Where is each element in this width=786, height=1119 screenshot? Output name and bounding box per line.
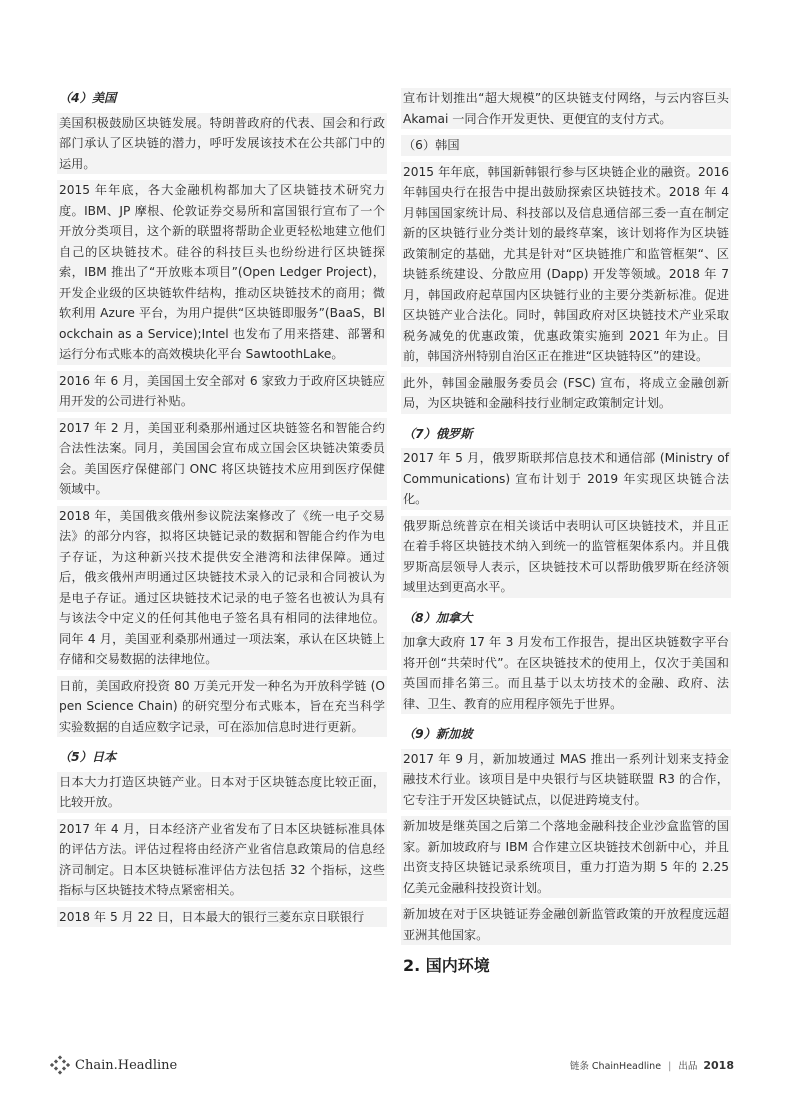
left-column — [57, 88, 387, 933]
section-heading: （7）俄罗斯 — [403, 426, 473, 441]
paragraph: 2017 年 5 月，俄罗斯联邦信息技术和通信部 (Ministry of Communications) 宣布计划于 2019 年实现区块链合法化。 — [401, 448, 731, 510]
footer-year: 2018 — [703, 1059, 734, 1072]
paragraph: 2018 年 5 月 22 日，日本最大的银行三菱东京日联银行 — [57, 907, 387, 928]
paragraph: 此外，韩国金融服务委员会 (FSC) 宣布，将成立金融创新局，为区块链和金融科技行业制定政策制定计划。 — [401, 373, 731, 414]
section-heading: （4）美国 — [59, 91, 117, 105]
publisher-name: 链条 ChainHeadline — [569, 1061, 662, 1072]
paragraph: 俄罗斯总统普京在相关谈话中表明认可区块链技术，并且正在着手将区块链技术纳入到统一的监管框架体系内。并且俄罗斯高层领导人表示，区块链技术可以帮助俄罗斯在经济领域里达到更高水平。 — [401, 516, 731, 598]
paragraph: 2017 年 2 月，美国亚利桑那州通过区块链签名和智能合约合法性法案。同月，美国国会宣布成立国会区块链决策委员会。美国医疗保健部门 ONC 将区块链技术应用到医疗保健领域中。 — [57, 418, 387, 500]
paragraph: 2015 年年底，韩国新韩银行参与区块链企业的融资。2016 年韩国央行在报告中提出鼓励探索区块链技术。2018 年 4 月韩国国家统计局、科技部以及信息通信部三委一直在制定新的区块链行业分类计划的最终草案，该计划将作为区块链政策制定的基础，尤其是针对“区块链推广和监管框架“、区块链系统建设、分散应用 (Dapp) 开发等领域。2018 年 7 月，韩国政府起草国内区块链行业的主要分类新标准。促进区块链产业合法化。同时，韩国政府对区块链技术产业采取税务减免的优惠政策，优惠政策实施到 2021 年为止。目前，韩国济州特别自治区正在推进“区块链特区”的建设。 — [401, 162, 731, 367]
paragraph: 宣布计划推出“超大规模”的区块链支付网络，与云内容巨头 Akamai 一同合作开发更快、更便宜的支付方式。 — [401, 88, 731, 129]
footer-publisher — [570, 1058, 734, 1072]
paragraph: 日前，美国政府投资 80 万美元开发一种名为开放科学链 (Open Science Chain) 的研究型分布式账本，旨在充当科学实验数据的自适应数字记录，可在添加信息时进行更新。 — [57, 676, 387, 738]
paragraph: 2015 年年底，各大金融机构都加大了区块链技术研究力度。IBM、JP 摩根、伦敦证券交易所和富国银行宣布了一个开放分类项目，这个新的联盟将帮助企业更轻松地建立他们自己的区块链技术。硅谷的科技巨头也纷纷进行区块链探索，IBM 推出了“开放账本项目”(Open Ledger Project)，开发企业级的区块链软件结构，推动区块链技术的商用；微软利用 Azure 平台，为用户提供“区块链即服务”(BaaS，Blockchain as a Service);Intel 也发布了用来搭建、部署和运行分布式账本的高效模块化平台 SawtoothLake。 — [57, 180, 387, 365]
right-column — [401, 88, 731, 976]
publisher-label: 出品 — [678, 1061, 698, 1072]
section-heading: （5）日本 — [59, 750, 117, 764]
paragraph: 2017 年 4 月，日本经济产业省发布了日本区块链标准具体的评估方法。评估过程将由经济产业省信息政策局的信息经济司制定。日本区块链标准评估方法包括 32 个指标，这些指标与区块链技术特点紧密相关。 — [57, 819, 387, 901]
paragraph: 新加坡是继英国之后第二个落地金融科技企业沙盒监管的国家。新加坡政府与 IBM 合作建立区块链技术创新中心，并且出资支持区块链记录系统项目，重力打造为期 5 年的 2.25 亿美元金融科技投资计划。 — [401, 816, 731, 898]
paragraph: 2016 年 6 月，美国国土安全部对 6 家致力于政府区块链应用开发的公司进行补贴。 — [57, 371, 387, 412]
section-heading: （9）新加坡 — [403, 727, 473, 741]
paragraph: （6）韩国 — [401, 135, 731, 156]
footer-brand: Chain.Headline — [75, 1057, 178, 1073]
paragraph: 美国积极鼓励区块链发展。特朗普政府的代表、国会和行政部门承认了区块链的潜力，呼吁发展该技术在公共部门中的运用。 — [57, 113, 387, 175]
paragraph: 新加坡在对于区块链证券金融创新监管政策的开放程度远超亚洲其他国家。 — [401, 904, 731, 945]
chapter-heading: 2. 国内环境 — [403, 956, 490, 975]
paragraph: 加拿大政府 17 年 3 月发布工作报告，提出区块链数字平台将开创“共荣时代”。在区块链技术的使用上，仅次于美国和英国而排名第三。而且基于以太坊技术的金融、政府、法律、卫生、教育的应用程序领先于世界。 — [401, 632, 731, 714]
paragraph: 2017 年 9 月，新加坡通过 MAS 推出一系列计划来支持金融技术行业。该项目是中央银行与区块链联盟 R3 的合作，它专注于开发区块链试点，以促进跨境支付。 — [401, 749, 731, 811]
footer-divider: | — [668, 1061, 672, 1072]
section-heading: （8）加拿大 — [403, 610, 473, 625]
chain-logo-icon — [50, 1055, 70, 1075]
paragraph: 2018 年，美国俄亥俄州参议院法案修改了《统一电子交易法》的部分内容，拟将区块链记录的数据和智能合约作为电子存证，为这种新兴技术提供安全港湾和法律保障。通过后，俄亥俄州声明通过区块链技术录入的记录和合同被认为是电子存证。通过区块链技术记录的电子签名也被认为具有与该法令中定义的任何其他电子签名具有相同的法律地位。同年 4 月，美国亚利桑那州通过一项法案，承认在区块链上存储和交易数据的法律地位。 — [57, 506, 387, 670]
footer-logo — [50, 1055, 177, 1075]
paragraph: 日本大力打造区块链产业。日本对于区块链态度比较正面，比较开放。 — [57, 772, 387, 813]
